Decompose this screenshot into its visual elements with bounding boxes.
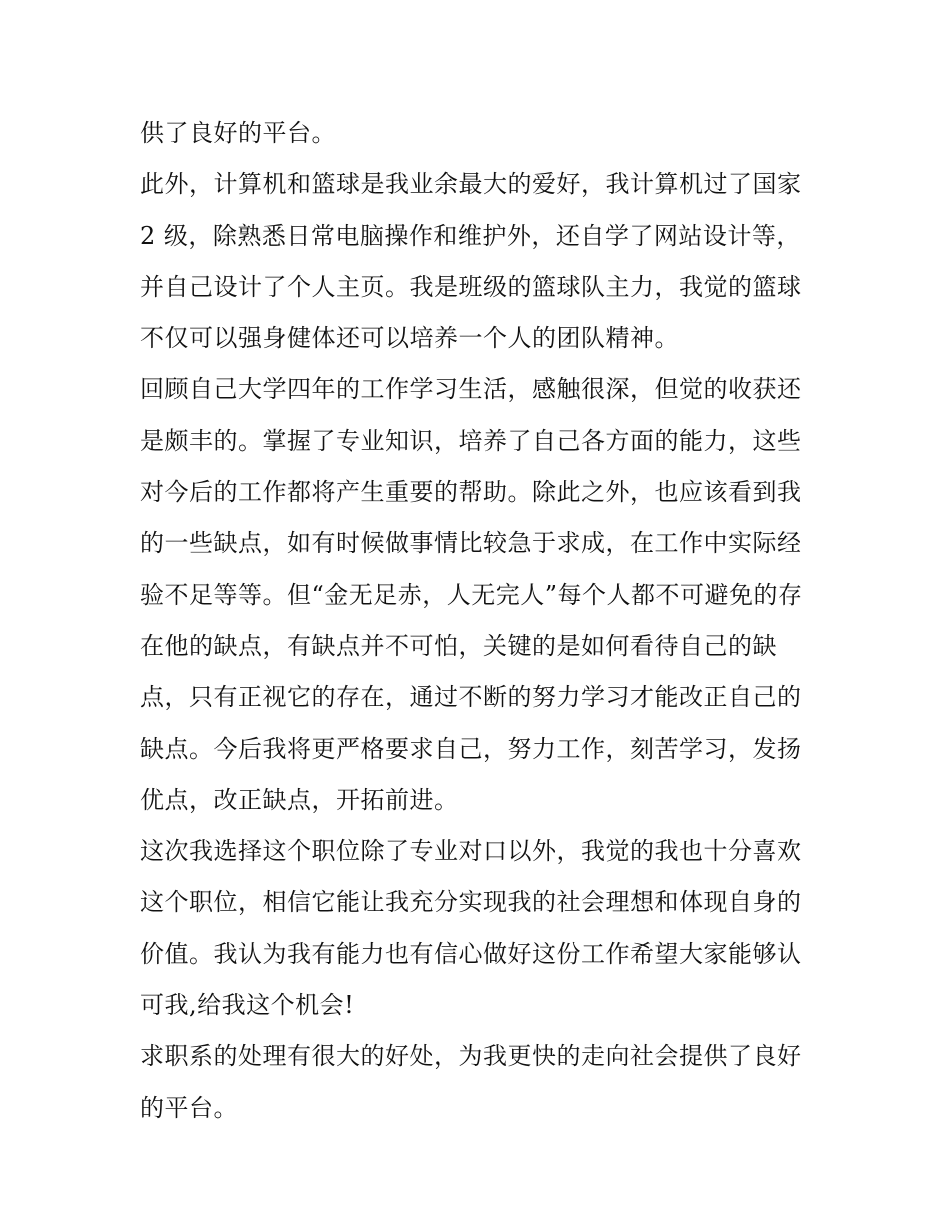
text-line: 供了良好的平台。 xyxy=(140,119,336,147)
text-line: 价值。我认为我有能力也有信心做好这份工作希望大家能够认 xyxy=(140,939,802,968)
text-line: 缺点。今后我将更严格要求自己，努力工作，刻苦学习，发扬 xyxy=(140,734,802,763)
text-line: 求职系的处理有很大的好处，为我更快的走向社会提供了良好 xyxy=(140,1042,802,1071)
text-line: 此外，计算机和篮球是我业余最大的爱好，我计算机过了国家 xyxy=(140,170,802,199)
text-line: 这个职位，相信它能让我充分实现我的社会理想和体现自身的 xyxy=(140,888,802,917)
text-line: 不仅可以强身健体还可以培养一个人的团队精神。 xyxy=(140,324,679,353)
text-line: 在他的缺点，有缺点并不可怕，关键的是如何看待自己的缺 xyxy=(140,631,777,660)
text-line: 可我,给我这个机会! xyxy=(140,991,355,1020)
text-line: 回顾自己大学四年的工作学习生活，感触很深，但觉的收获还 xyxy=(140,375,802,404)
document-body xyxy=(140,108,820,1134)
text-line: 的平台。 xyxy=(140,1093,238,1122)
text-line: 点，只有正视它的存在，通过不断的努力学习才能改正自己的 xyxy=(140,683,802,712)
text-line: 这次我选择这个职位除了专业对口以外，我觉的我也十分喜欢 xyxy=(140,837,802,866)
text-line: 优点，改正缺点，开拓前进。 xyxy=(140,785,459,814)
text-line: 是颇丰的。掌握了专业知识，培养了自己各方面的能力，这些 xyxy=(140,426,802,455)
text-line: 2 级，除熟悉日常电脑操作和维护外，还自学了网站设计等， xyxy=(140,221,801,250)
text-line: 的一些缺点，如有时候做事情比较急于求成，在工作中实际经 xyxy=(140,529,802,558)
text-line: 对今后的工作都将产生重要的帮助。除此之外，也应该看到我 xyxy=(140,478,802,507)
text-line: 并自己设计了个人主页。我是班级的篮球队主力，我觉的篮球 xyxy=(140,272,802,301)
text-line: 验不足等等。但“金无足赤，人无完人”每个人都不可避免的存 xyxy=(140,580,803,609)
